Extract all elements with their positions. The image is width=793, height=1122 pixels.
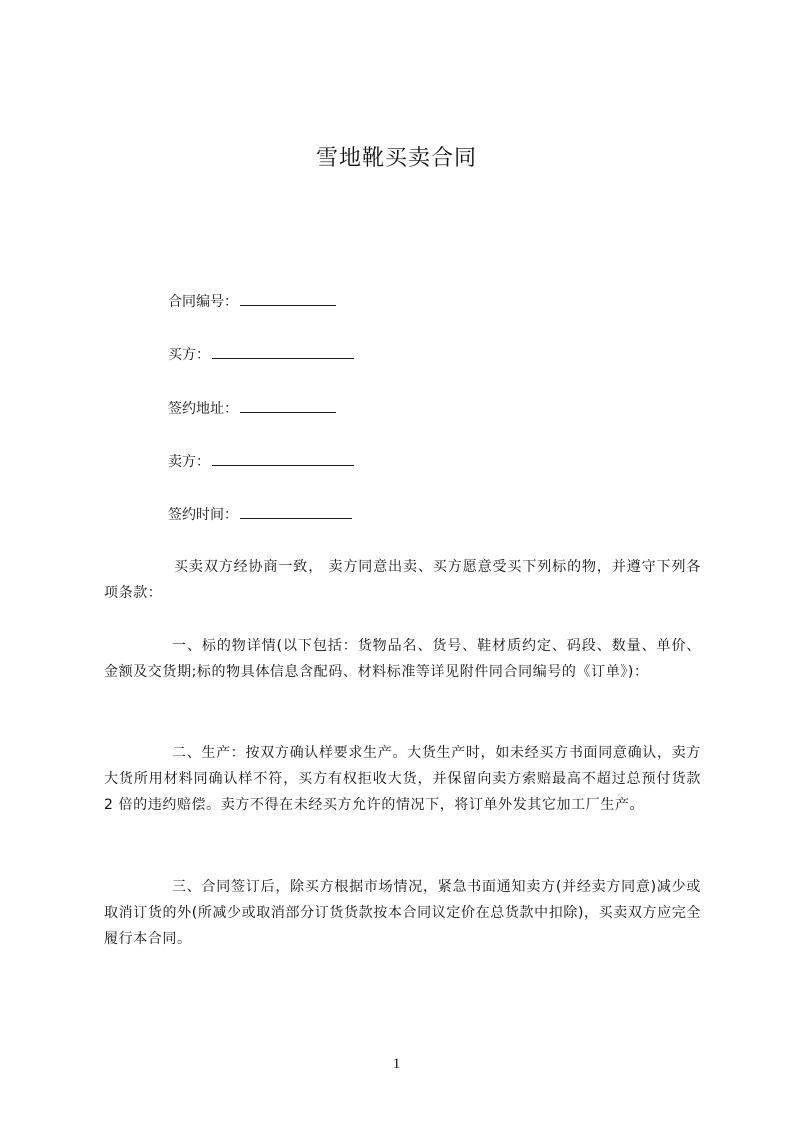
- signing-place-field: [168, 398, 336, 419]
- seller-label: 卖方：: [168, 454, 210, 470]
- contract-number-field: [168, 291, 336, 312]
- signing-time-blank: [240, 504, 352, 519]
- document-title: 雪地靴买卖合同: [315, 146, 477, 171]
- buyer-label: 买方：: [168, 347, 210, 363]
- page-number: 1: [392, 1056, 401, 1072]
- seller-blank: [212, 451, 354, 466]
- clause-1-paragraph: 一、标的物详情(以下包括：货物品名、货号、鞋材质约定、码段、数量、单价、金额及交货期;标的物具体信息含配码、材料标准等详见附件同合同编号的《订单》)：: [104, 638, 701, 680]
- seller-field: [168, 451, 354, 472]
- contract-number-label: 合同编号：: [168, 294, 238, 310]
- signing-place-label: 签约地址：: [168, 401, 238, 417]
- intro-paragraph: 买卖双方经协商一致， 卖方同意出卖、买方愿意受买下列标的物，并遵守下列各项条款：: [104, 559, 701, 601]
- signing-time-label: 签约时间：: [168, 507, 238, 523]
- clause-3-paragraph: 三、合同签订后，除买方根据市场情况，紧急书面通知卖方(并经卖方同意)减少或取消订货的外(所减少或取消部分订货货款按本合同议定价在总货款中扣除)，买卖双方应完全履行本合同。: [104, 879, 701, 947]
- contract-number-blank: [240, 291, 336, 306]
- buyer-field: [168, 344, 354, 365]
- buyer-blank: [212, 344, 354, 359]
- clause-2-paragraph: 二、生产：按双方确认样要求生产。大货生产时，如未经买方书面同意确认，卖方大货所用材料同确认样不符，买方有权拒收大货，并保留向卖方索赔最高不超过总预付货款 2 倍的违约赔偿。卖方不得在未经买方允许的情况下，将订单外发其它加工厂生产。: [104, 745, 701, 813]
- signing-place-blank: [240, 398, 336, 413]
- signing-time-field: [168, 504, 352, 525]
